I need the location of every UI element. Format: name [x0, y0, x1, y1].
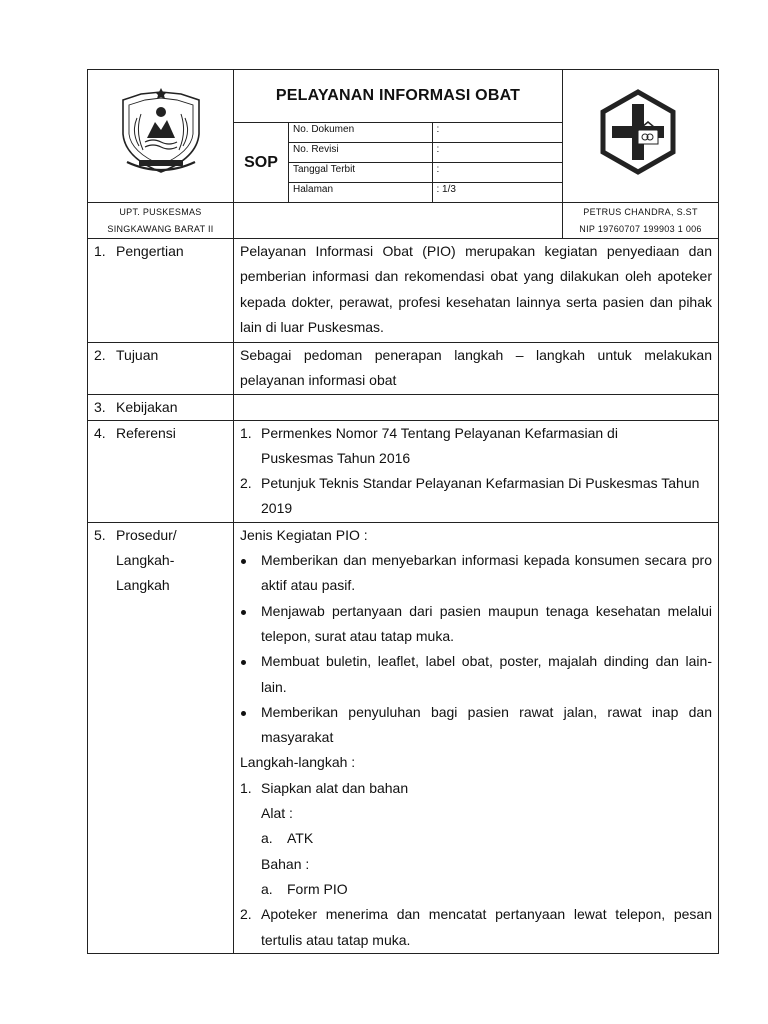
list-item — [240, 421, 712, 472]
section-label — [88, 394, 234, 420]
section-referensi — [88, 420, 719, 522]
document-meta-cell — [289, 123, 563, 203]
reference-text: Petunjuk Teknis Standar Pelayanan Kefarmasian Di Puskesmas Tahun 2019 — [261, 475, 700, 517]
empty-footer-cell — [234, 203, 563, 239]
step-text: Siapkan alat dan bahan — [261, 779, 409, 796]
sop-document — [87, 69, 718, 954]
section-title: Kebijakan — [116, 398, 178, 415]
materials-item — [261, 877, 712, 902]
sop-header-table — [87, 69, 719, 239]
meta-label: Halaman — [289, 183, 432, 203]
meta-label: No. Dokumen — [289, 123, 432, 143]
bullet-icon — [241, 559, 246, 564]
reference-list-cell — [234, 420, 719, 522]
list-item — [240, 599, 712, 650]
tools-item-text: ATK — [287, 830, 314, 847]
bullet-text: Menjawab pertanyaan dari pasien maupun tenaga kesehatan melalui telepon, surat atau tatap muka. — [261, 602, 712, 644]
section-title: Prosedur/ — [116, 526, 177, 543]
section-title: Tujuan — [116, 347, 159, 363]
tools-item — [261, 826, 712, 851]
procedure-cell — [234, 522, 719, 953]
bullet-text: Membuat buletin, leaflet, label obat, poster, majalah dinding dan lain-lain. — [261, 653, 712, 695]
meta-label: No. Revisi — [289, 143, 432, 163]
left-logo-cell — [88, 70, 234, 203]
bullet-text: Memberikan penyuluhan bagi pasien rawat jalan, rawat inap dan masyarakat — [261, 703, 712, 746]
reference-text: Permenkes Nomor 74 Tentang Pelayanan Kefarmasian di Puskesmas Tahun 2016 — [261, 424, 618, 466]
section-text: Sebagai pedoman penerapan langkah – langkah untuk melakukan pelayanan informasi obat — [234, 343, 719, 395]
section-number: 4. — [94, 424, 106, 441]
signatory-name: PETRUS CHANDRA, S.ST — [583, 207, 698, 217]
section-title: Langkah- — [116, 551, 175, 568]
list-letter: a. — [261, 830, 273, 847]
section-title: Referensi — [116, 424, 176, 441]
document-title: PELAYANAN INFORMASI OBAT — [234, 70, 563, 123]
list-item — [240, 548, 712, 599]
bullet-icon — [241, 711, 246, 716]
meta-value: : — [432, 163, 563, 183]
section-text — [234, 394, 719, 420]
list-item — [240, 902, 712, 953]
materials-item-text: Form PIO — [287, 880, 348, 897]
meta-value: : — [432, 123, 563, 143]
document-meta-table — [289, 123, 563, 202]
section-label — [88, 239, 234, 343]
signatory-nip: NIP 19760707 199903 1 006 — [579, 224, 702, 234]
list-item — [240, 649, 712, 700]
meta-value: : — [432, 143, 563, 163]
section-number: 5. — [94, 526, 106, 543]
puskesmas-cross-logo-icon — [563, 70, 719, 198]
materials-label: Bahan : — [261, 855, 310, 872]
list-item — [240, 471, 712, 522]
section-number: 3. — [94, 398, 106, 415]
organization-line: SINGKAWANG BARAT II — [107, 224, 214, 234]
list-item — [240, 700, 712, 751]
activity-bullet-list — [240, 548, 712, 750]
meta-label: Tanggal Terbit — [289, 163, 432, 183]
list-item — [240, 776, 712, 902]
tools-label: Alat : — [261, 805, 293, 822]
organization-line: UPT. PUSKESMAS — [119, 207, 202, 217]
section-title: Langkah — [116, 576, 170, 593]
section-label — [88, 522, 234, 953]
list-number: 2. — [240, 906, 252, 923]
signatory — [563, 203, 719, 239]
organization-name — [88, 203, 234, 239]
reference-list — [240, 421, 712, 522]
bullet-icon — [241, 610, 246, 615]
section-label — [88, 420, 234, 522]
meta-value: : 1/3 — [432, 183, 563, 203]
section-label — [88, 343, 234, 395]
section-text: Pelayanan Informasi Obat (PIO) merupakan kegiatan penyediaan dan pemberian informasi dan rekomendasi obat yang dilakukan oleh apoteker kepada dokter, perawat, profesi kesehatan lainnya serta pasien dan pihak lain di luar Puskesmas. — [234, 239, 719, 343]
section-kebijakan — [88, 394, 719, 420]
steps-list — [240, 776, 712, 953]
activity-heading: Jenis Kegiatan PIO : — [240, 526, 368, 543]
section-pengertian — [88, 239, 719, 343]
steps-heading: Langkah-langkah : — [240, 754, 356, 771]
list-number: 2. — [240, 475, 252, 492]
sop-body-table — [87, 238, 719, 954]
list-number: 1. — [240, 424, 252, 441]
step-text: Apoteker menerima dan mencatat pertanyaan lewat telepon, pesan tertulis atau tatap muka. — [261, 906, 712, 948]
section-number: 2. — [94, 347, 106, 363]
regional-government-emblem-icon — [88, 70, 234, 198]
sop-label: SOP — [234, 123, 289, 203]
bullet-text: Memberikan dan menyebarkan informasi kepada konsumen secara pro aktif atau pasif. — [261, 552, 712, 594]
list-letter: a. — [261, 880, 273, 897]
section-tujuan — [88, 343, 719, 395]
section-title: Pengertian — [116, 243, 184, 259]
section-number: 1. — [94, 243, 106, 259]
bullet-icon — [241, 660, 246, 665]
section-prosedur — [88, 522, 719, 953]
list-number: 1. — [240, 779, 252, 796]
right-logo-cell — [563, 70, 719, 203]
